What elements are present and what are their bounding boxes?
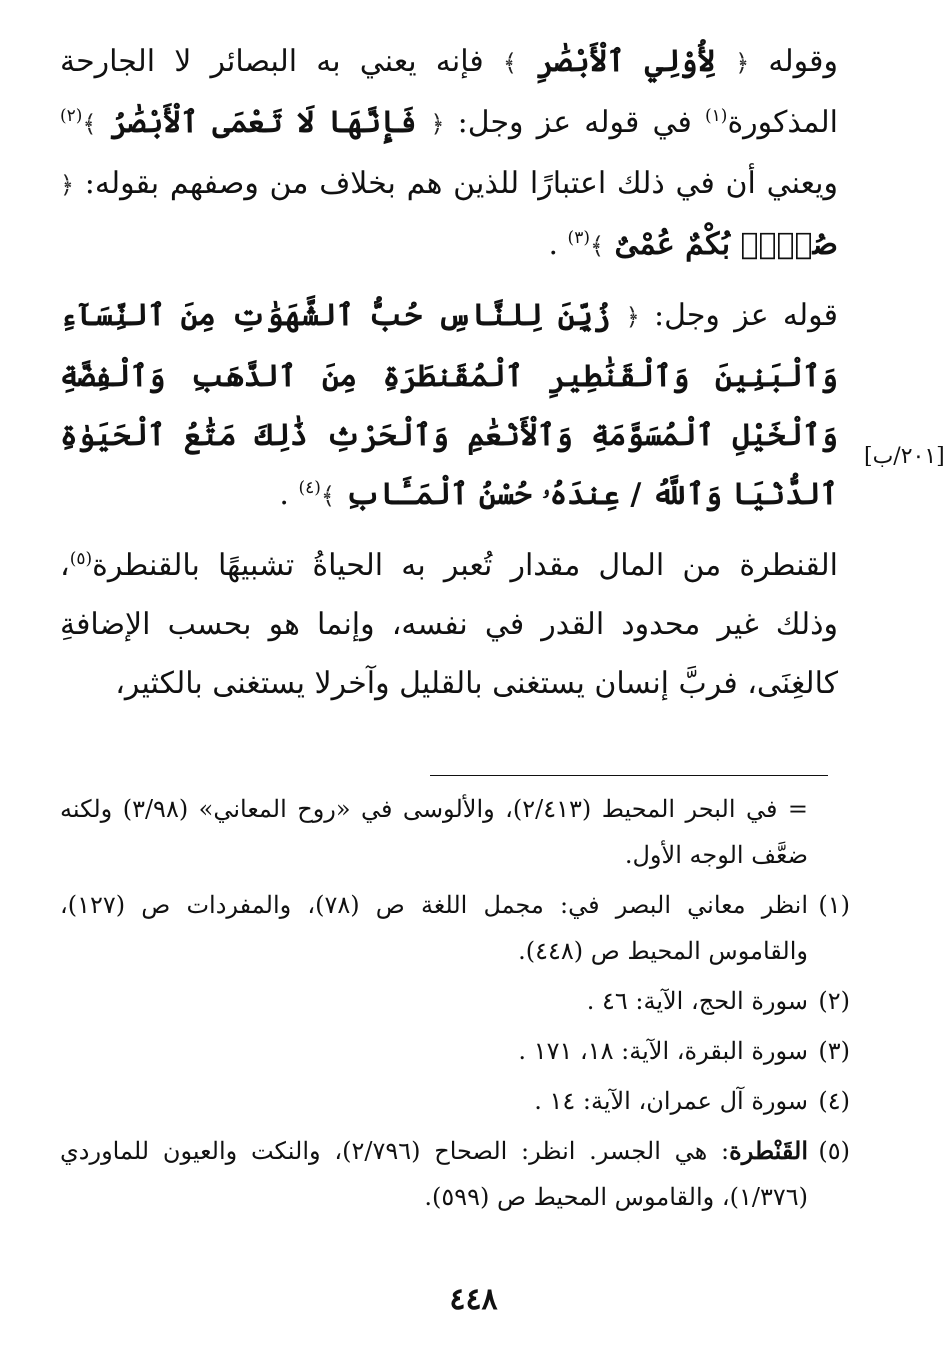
footnote-marker: (٢) bbox=[60, 106, 83, 126]
footnote-divider bbox=[430, 775, 828, 776]
footnote-number: (٤) bbox=[818, 1087, 850, 1115]
footnote-4 bbox=[60, 1078, 850, 1124]
footnote-marker: (٣) bbox=[567, 228, 590, 248]
ornament-bracket-icon: ﴿ bbox=[60, 171, 75, 199]
text-run: . bbox=[279, 477, 299, 512]
footnote-number: (٥) bbox=[818, 1137, 850, 1165]
quran-verse bbox=[503, 44, 749, 79]
text-run: القنطرة من المال مقدار تُعبر به الحياةُ تشبيهًا بالقنطرة bbox=[92, 548, 838, 583]
footnote-text: انظر معاني البصر في: مجمل اللغة ص (٧٨)، والمفردات ص (١٢٧)، والقاموس المحيط ص (٤٤٨). bbox=[60, 891, 808, 965]
text-run: في قوله عز وجل: bbox=[444, 105, 706, 140]
quran-verse bbox=[82, 105, 444, 140]
footnote-1 bbox=[60, 882, 850, 974]
verse-text: لِأُوْلِي ٱلْأَبْصَٰرِ bbox=[536, 44, 716, 79]
paragraph-2 bbox=[60, 286, 838, 526]
footnote-number: (٣) bbox=[818, 1037, 850, 1065]
text-run: ويعني أن في ذلك اعتبارًا للذين هم بخلاف من وصفهم بقوله: bbox=[74, 166, 838, 201]
verse-text: فَإِنَّهَا لَا تَعْمَى ٱلْأَبْصَٰرُ bbox=[110, 105, 417, 140]
footnote-text: سورة آل عمران، الآية: ١٤ . bbox=[534, 1087, 808, 1115]
ornament-bracket-icon: ﴾ bbox=[502, 49, 517, 77]
page-number: ٤٤٨ bbox=[449, 1282, 498, 1317]
ornament-bracket-icon: ﴾ bbox=[82, 110, 97, 138]
verse-text: صُمٌّۢ بُكْمٌ عُمْىٌ bbox=[614, 227, 838, 262]
paragraph-1 bbox=[60, 32, 838, 276]
footnote-text: سورة الحج، الآية: ٤٦ . bbox=[586, 987, 808, 1015]
footnote-text: سورة البقرة، الآية: ١٨، ١٧١ . bbox=[518, 1037, 808, 1065]
footnote-marker: (٥) bbox=[69, 549, 93, 569]
footnote-text: = في البحر المحيط (٢/٤١٣)، والألوسى في «روح المعاني» (٣/٩٨) ولكنه ضعَّف الوجه الأول. bbox=[60, 795, 808, 869]
text-run: فإنه يعني به البصائر لا الجارحة المذكورة bbox=[60, 44, 838, 140]
footnotes bbox=[60, 786, 850, 1224]
footnote-2 bbox=[60, 978, 850, 1024]
text-run: ، وذلك غير محدود القدر في نفسه، وإنما هو بحسب الإضافةِ كالغِنَى، فربَّ إنسان يستغنى بالقليل وآخرلا يستغنى بالكثير، bbox=[60, 548, 838, 701]
ornament-bracket-icon: ﴿ bbox=[430, 110, 445, 138]
text-run: وقوله bbox=[749, 44, 838, 79]
footnote-marker: (١) bbox=[705, 106, 728, 126]
footnote-3 bbox=[60, 1028, 850, 1074]
ornament-bracket-icon: ﴿ bbox=[735, 49, 750, 77]
ornament-bracket-icon: ﴾ bbox=[320, 482, 335, 510]
paragraph-3 bbox=[60, 536, 838, 713]
text-run: قوله عز وجل: bbox=[639, 298, 838, 333]
ornament-bracket-icon: ﴿ bbox=[625, 303, 640, 331]
ornament-bracket-icon: ﴾ bbox=[589, 232, 605, 260]
footnote-5 bbox=[60, 1128, 850, 1220]
text-run: . bbox=[548, 227, 568, 262]
footnote-continuation bbox=[60, 786, 850, 878]
footnote-marker: (٤) bbox=[298, 478, 321, 498]
footnote-text: : هي الجسر. انظر: الصحاح (٢/٧٩٦)، والنكت والعيون للماوردي (١/٣٧٦)، والقاموس المحيط ص (٥٩٩). bbox=[60, 1137, 808, 1211]
footnote-term: القَنْطرة bbox=[729, 1136, 808, 1165]
footnote-number: (٢) bbox=[818, 987, 850, 1015]
footnote-number: (١) bbox=[818, 891, 850, 919]
verse-text: زُيِّنَ لِلنَّاسِ حُبُّ ٱلشَّهَوَٰتِ مِنَ ٱلنِّسَآءِ وَٱلْبَنِينَ وَٱلْقَنَٰطِيرِ ٱلْمُقَنطَرَةِ مِنَ ٱلذَّهَبِ وَٱلْفِضَّةِ وَٱلْخَيْلِ ٱلْمُسَوَّمَةِ وَٱلْأَنْعَٰمِ وَٱلْحَرْثِ ذَٰلِكَ مَتَٰعُ ٱلْحَيَوٰةِ ٱلدُّنْيَا وَٱللَّهُ / عِندَهُۥ حُسْنُ ٱلْمَـَٔابِ bbox=[60, 298, 838, 512]
main-text bbox=[60, 32, 838, 713]
manuscript-folio-reference: [٢٠١/ب] bbox=[864, 444, 945, 469]
